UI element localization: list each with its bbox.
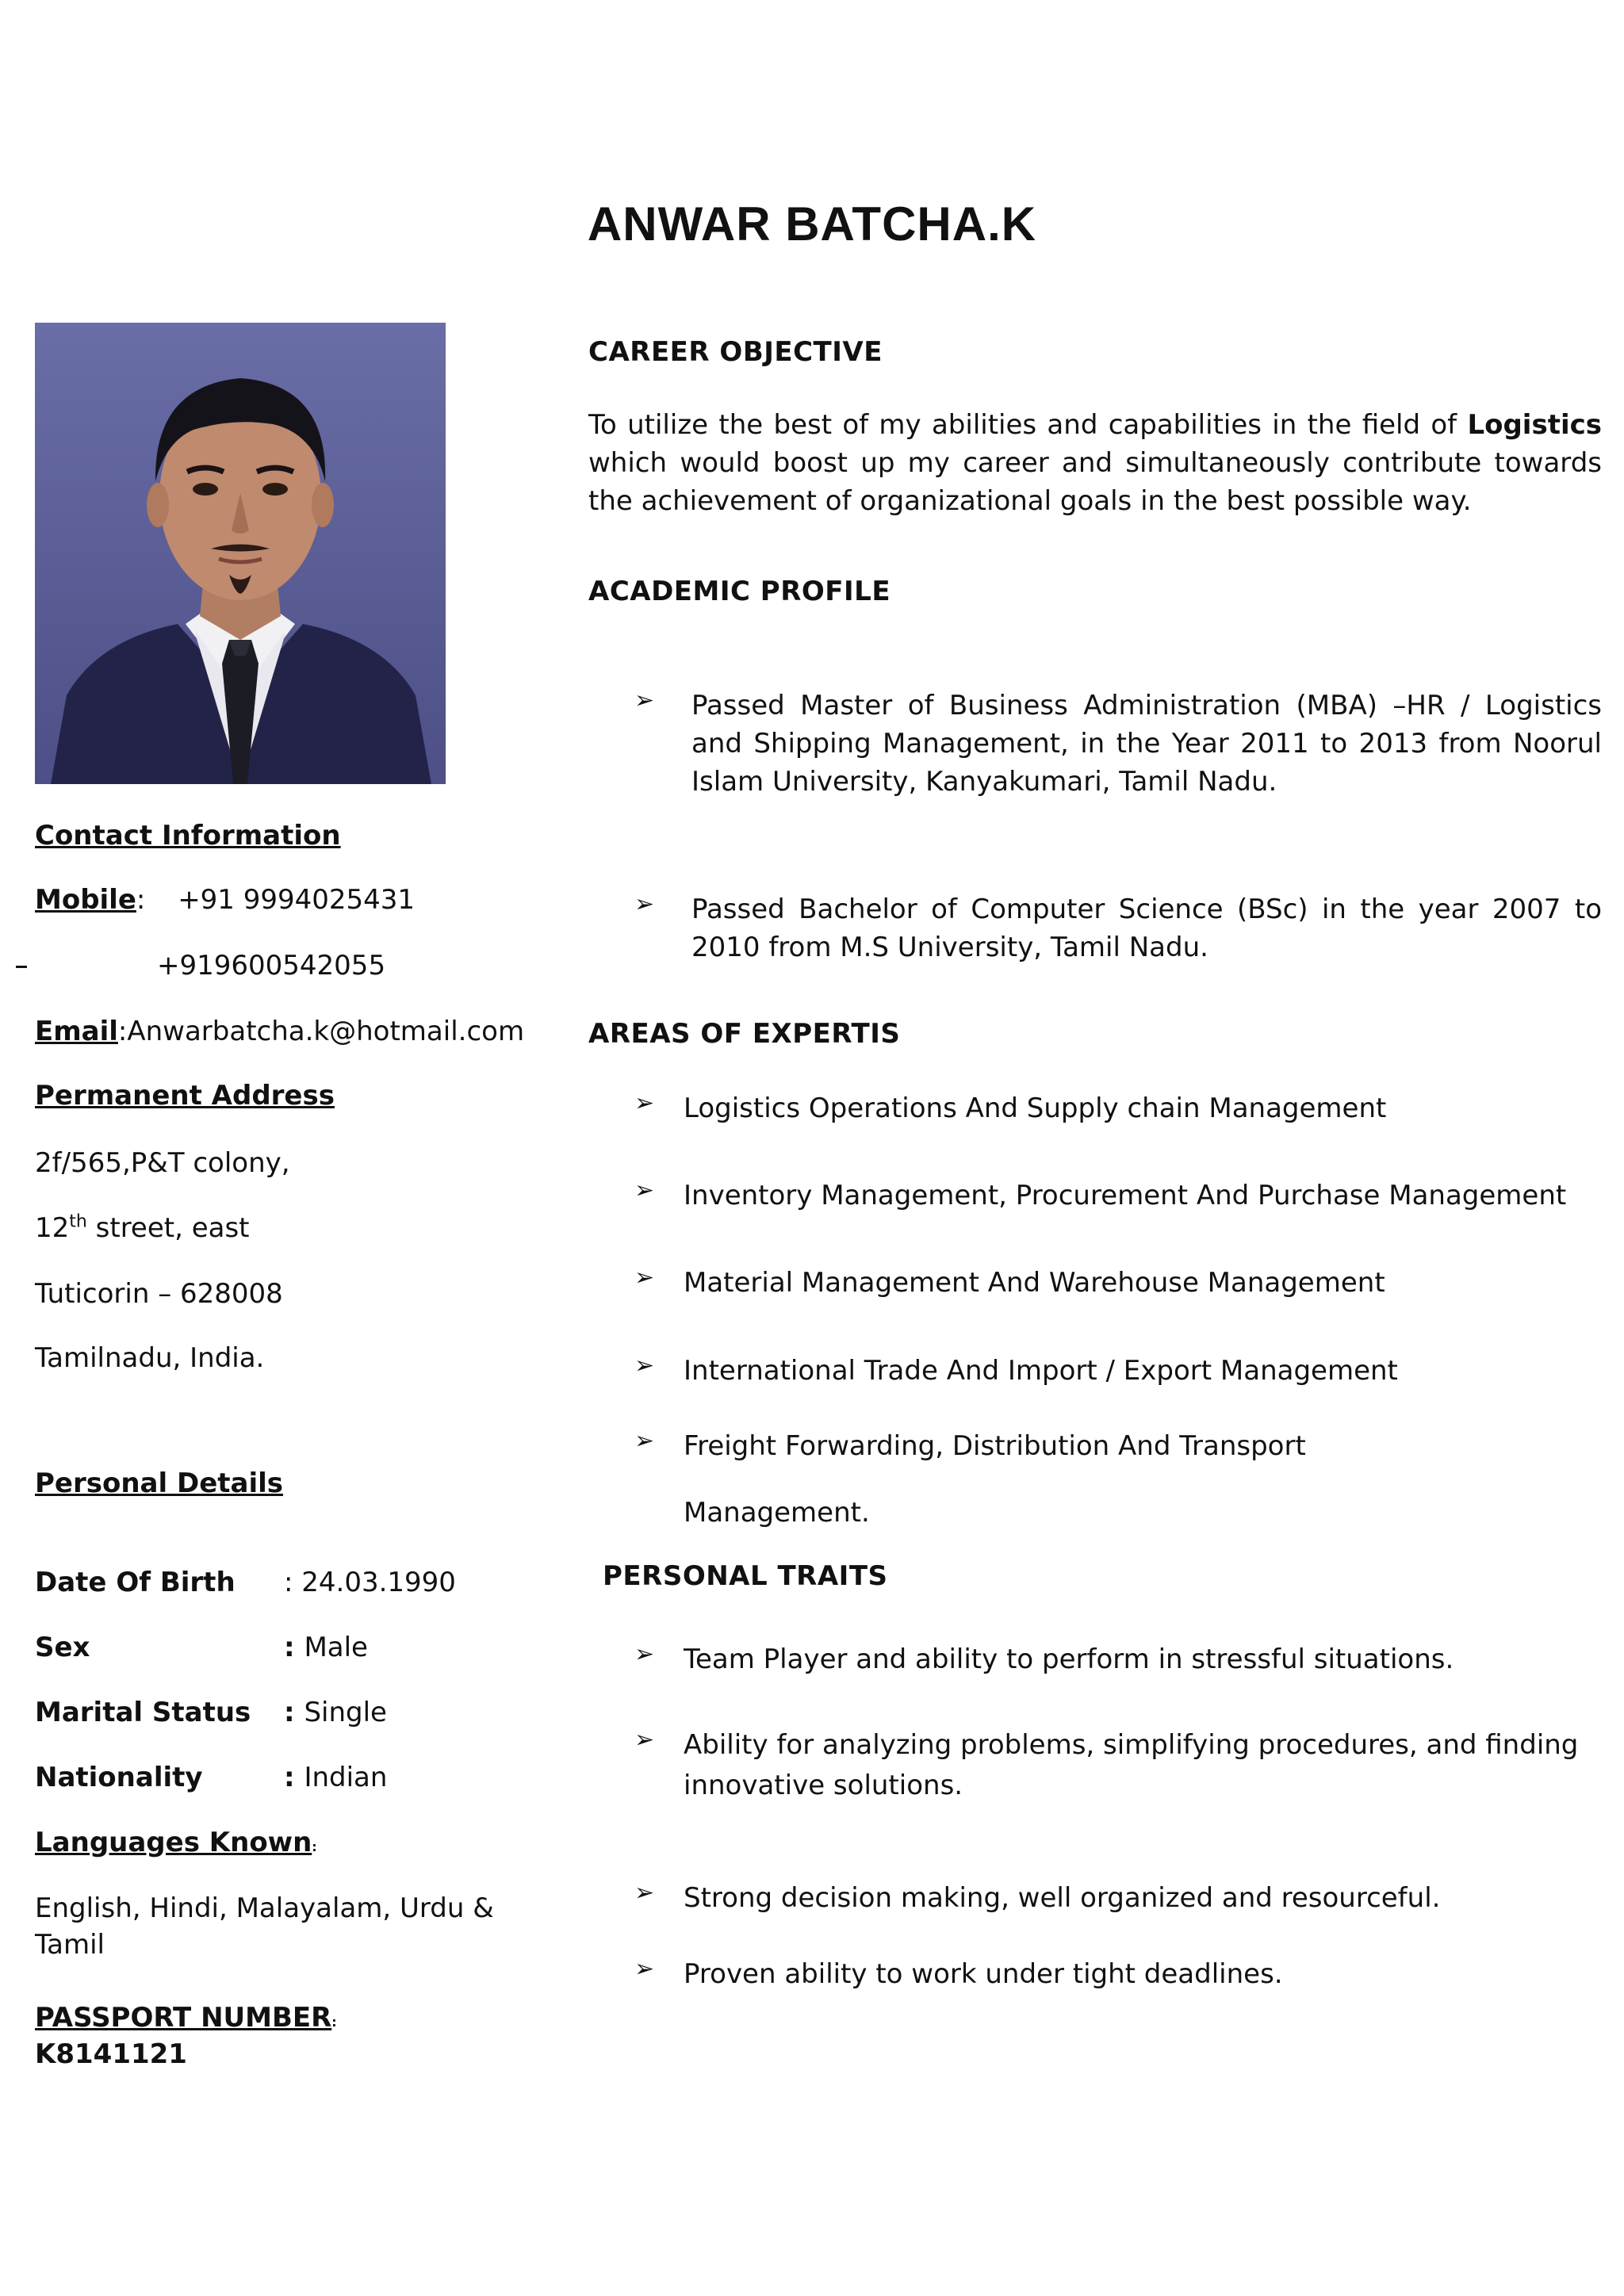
- career-objective-heading: CAREER OBJECTIVE: [588, 336, 883, 368]
- arrow-bullet-icon: ➢: [634, 1879, 655, 1907]
- expertise-heading: AREAS OF EXPERTIS: [588, 1018, 901, 1050]
- email-value[interactable]: :Anwarbatcha.k@hotmail.com: [117, 1016, 525, 1047]
- arrow-bullet-icon: ➢: [634, 1177, 655, 1204]
- academic-item-text: Passed Bachelor of Computer Science (BSc) in the year 2007 to 2010 from M.S University, Tamil Nadu.: [691, 894, 1602, 963]
- mobile-separator: :: [136, 884, 146, 916]
- dob-value-wrap: [284, 1567, 456, 1598]
- dob-sep: :: [284, 1567, 302, 1598]
- mobile-number-1: +91 9994025431: [178, 884, 416, 916]
- page-title: ANWAR BATCHA.K: [587, 197, 1037, 251]
- passport-heading-row: [35, 2002, 337, 2034]
- personal-row-nationality: [35, 1762, 203, 1793]
- mobile-number-2: +919600542055: [157, 950, 386, 982]
- traits-item-continuation: innovative solutions.: [684, 1770, 963, 1801]
- portrait-illustration: [35, 323, 446, 784]
- arrow-bullet-icon: ➢: [634, 1352, 655, 1380]
- marital-label: Marital Status: [35, 1697, 251, 1728]
- career-objective-text: [588, 406, 1602, 520]
- profile-photo: [35, 323, 446, 784]
- arrow-bullet-icon: ➢: [634, 1427, 655, 1455]
- sex-label: Sex: [35, 1632, 90, 1663]
- passport-colon: :: [331, 2015, 337, 2030]
- traits-item-text: Ability for analyzing problems, simplifying procedures, and finding: [684, 1729, 1579, 1761]
- academic-heading: ACADEMIC PROFILE: [588, 576, 891, 607]
- academic-item: [634, 687, 1602, 806]
- traits-item-text: Team Player and ability to perform in stressful situations.: [684, 1644, 1454, 1675]
- address-line-3: Tuticorin – 628008: [35, 1278, 283, 1310]
- languages-heading: Languages Known: [35, 1827, 312, 1858]
- marital-value: Single: [304, 1697, 387, 1728]
- dash-mark: [16, 966, 27, 968]
- marital-value-wrap: [284, 1697, 387, 1728]
- nationality-value: Indian: [304, 1762, 388, 1793]
- arrow-bullet-icon: ➢: [634, 1089, 655, 1117]
- email-row: [35, 1014, 524, 1049]
- expertise-item-text: International Trade And Import / Export Management: [684, 1355, 1398, 1387]
- address-line-1: 2f/565,P&T colony,: [35, 1147, 290, 1179]
- email-label: Email: [35, 1016, 118, 1047]
- contact-heading: Contact Information: [35, 820, 341, 851]
- address-line-2: [35, 1211, 250, 1246]
- address-street-number: 12: [35, 1212, 70, 1244]
- address-street-suffix: th: [69, 1211, 87, 1232]
- expertise-item-continuation: Management.: [684, 1497, 870, 1529]
- mobile-row: [35, 882, 415, 917]
- passport-value: K8141121: [35, 2038, 187, 2070]
- expertise-item-text: Logistics Operations And Supply chain Management: [684, 1093, 1387, 1124]
- nationality-value-wrap: [284, 1762, 387, 1793]
- dob-value: 24.03.1990: [301, 1567, 456, 1598]
- expertise-item-text: Material Management And Warehouse Management: [684, 1267, 1385, 1299]
- languages-value: English, Hindi, Malayalam, Urdu & Tamil: [35, 1892, 494, 1961]
- sex-value-wrap: [284, 1632, 368, 1663]
- address-street-rest: street, east: [86, 1212, 250, 1244]
- traits-item-text: Proven ability to work under tight deadlines.: [684, 1958, 1283, 1990]
- nationality-sep: :: [284, 1762, 304, 1793]
- mobile-label: Mobile: [35, 884, 136, 916]
- expertise-item-text: Inventory Management, Procurement And Purchase Management: [684, 1180, 1567, 1211]
- career-objective-text-start: To utilize the best of my abilities and capabilities in the field of: [588, 409, 1468, 441]
- marital-sep: :: [284, 1697, 304, 1728]
- passport-heading: PASSPORT NUMBER: [35, 2002, 332, 2034]
- personal-row-sex: [35, 1632, 90, 1663]
- languages-colon: :: [312, 1839, 317, 1854]
- personal-row-dob: [35, 1567, 236, 1598]
- address-line-4: Tamilnadu, India.: [35, 1342, 265, 1374]
- career-objective-bold: Logistics: [1467, 409, 1602, 441]
- address-heading: Permanent Address: [35, 1080, 335, 1112]
- arrow-bullet-icon: ➢: [634, 687, 655, 714]
- personal-heading: Personal Details: [35, 1468, 284, 1499]
- arrow-bullet-icon: ➢: [634, 1640, 655, 1668]
- personal-row-marital: [35, 1697, 251, 1728]
- sex-sep: :: [284, 1632, 304, 1663]
- sex-value: Male: [304, 1632, 368, 1663]
- dob-label: Date Of Birth: [35, 1567, 236, 1598]
- academic-item-text: Passed Master of Business Administration (MBA) –HR / Logistics and Shipping Management, in the Year 2011 to 2013 from Noorul Islam University, Kanyakumari, Tamil Nadu.: [691, 690, 1602, 798]
- arrow-bullet-icon: ➢: [634, 1264, 655, 1292]
- expertise-item-text: Freight Forwarding, Distribution And Transport: [684, 1430, 1306, 1462]
- arrow-bullet-icon: ➢: [634, 890, 655, 918]
- traits-item-text: Strong decision making, well organized and resourceful.: [684, 1882, 1441, 1914]
- arrow-bullet-icon: ➢: [634, 1726, 655, 1754]
- arrow-bullet-icon: ➢: [634, 1955, 655, 1983]
- career-objective-text-end: which would boost up my career and simultaneously contribute towards the achievement of organizational goals in the best possible way.: [588, 447, 1602, 517]
- academic-item: [634, 890, 1602, 970]
- nationality-label: Nationality: [35, 1762, 203, 1793]
- languages-heading-row: [35, 1827, 317, 1858]
- traits-heading: PERSONAL TRAITS: [603, 1560, 888, 1592]
